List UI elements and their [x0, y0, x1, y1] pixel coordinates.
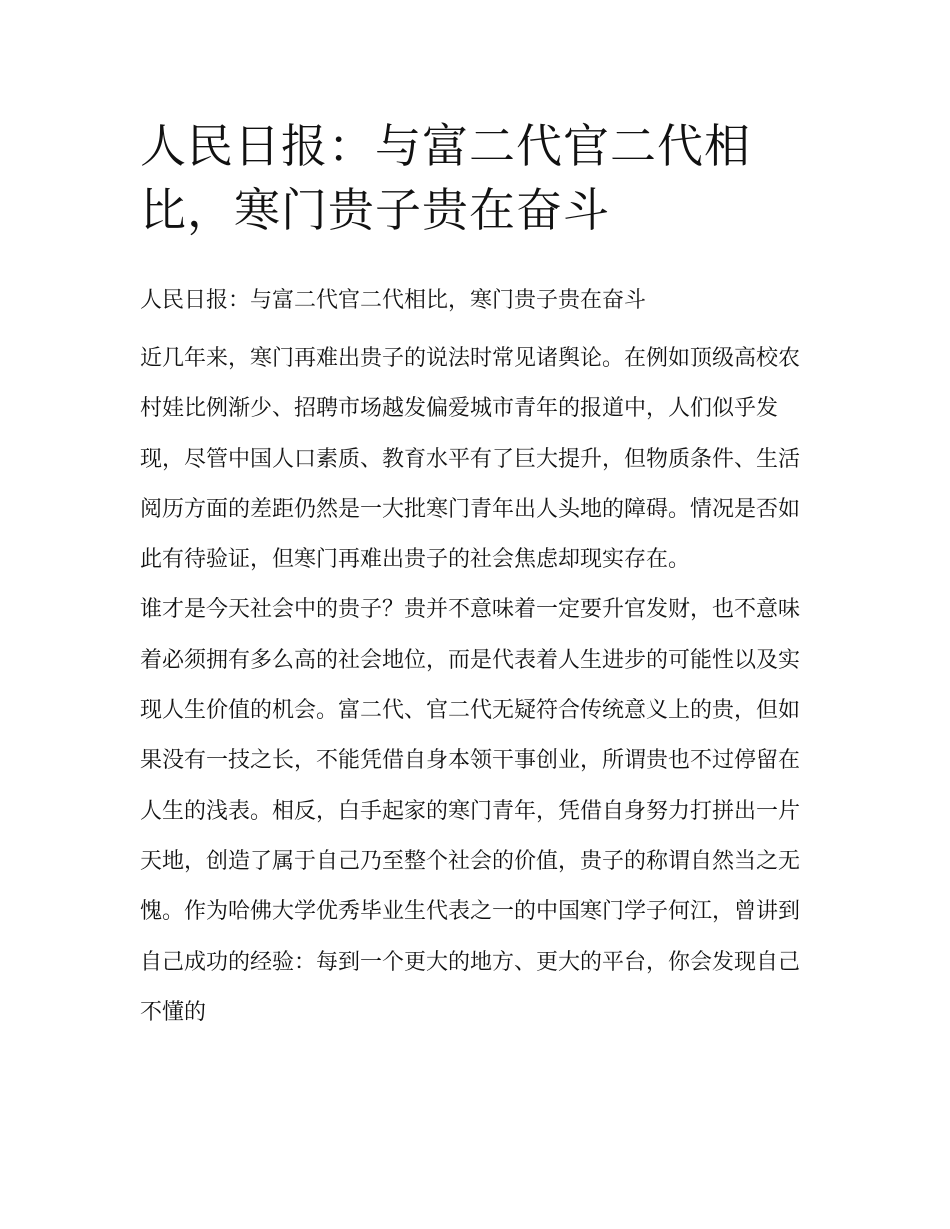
document-title: 人民日报：与富二代官二代相比，寒门贵子贵在奋斗	[140, 119, 751, 237]
document-body	[140, 334, 815, 1038]
paragraph-2: 谁才是今天社会中的贵子？贵并不意味着一定要升官发财，也不意味着必须拥有多么高的社会地位，而是代表着人生进步的可能性以及实现人生价值的机会。富二代、官二代无疑符合传统意义上的贵，但如果没有一技之长，不能凭借自身本领干事创业，所谓贵也不过停留在人生的浅表。相反，白手起家的寒门青年，凭借自身努力打拼出一片天地，创造了属于自己乃至整个社会的价值，贵子的称谓自然当之无愧。作为哈佛大学优秀毕业生代表之一的中国寒门学子何江，曾讲到自己成功的经验：每到一个更大的地方、更大的平台，你会发现自己不懂的	[140, 597, 801, 1025]
document-subtitle: 人民日报：与富二代官二代相比，寒门贵子贵在奋斗	[140, 288, 647, 313]
paragraph-1: 近几年来，寒门再难出贵子的说法时常见诸舆论。在例如顶级高校农村娃比例渐少、招聘市场越发偏爱城市青年的报道中，人们似乎发现，尽管中国人口素质、教育水平有了巨大提升，但物质条件、生活阅历方面的差距仍然是一大批寒门青年出人头地的障碍。情况是否如此有待验证，但寒门再难出贵子的社会焦虑却现实存在。	[140, 346, 801, 573]
